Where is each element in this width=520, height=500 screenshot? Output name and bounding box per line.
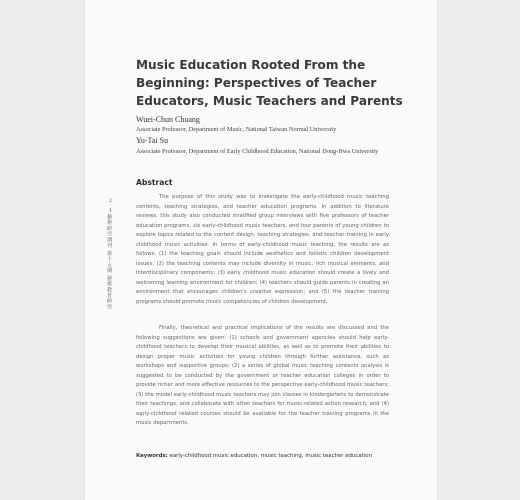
author-name: Wuei-Chun Chuang — [136, 115, 200, 124]
keywords-label: Keywords: — [136, 453, 168, 459]
paper-page — [85, 0, 437, 500]
margin-rule — [110, 208, 111, 212]
author-affiliation: Associate Professor, Department of Music, National Taiwan Normal University — [136, 126, 337, 133]
abstract-heading: Abstract — [136, 178, 173, 187]
keywords-line — [136, 452, 406, 461]
author-name: Yu-Tai Su — [136, 136, 169, 145]
abstract-paragraph: Finally, theoretical and practical implications of the results are discussed and the following suggestions are given: (1) schools and government agencies should help early-childhood teachers to develop their musical abilities, as well as to promote their abilities to design proper music activities for young children through further assistance, such as workshops and supportive groups; (2) a series of global music teaching contents analysis is suggested to be conducted by the government or teacher education colleges in order to provide richer and more effective resources to the perspective early-childhood music teachers; (3) the model early-childhood music teachers may join classes in kindergartens to demonstrate their teachings, and collaborate with other teachers for music-related action research; and (4) early-childhood related courses should be available for the teacher training programs in the music departments. — [136, 325, 389, 427]
author-affiliation: Associate Professor, Department of Early Childhood Education, National Dong-Hwa University — [136, 148, 379, 155]
keywords-text: early-childhood music education, music teaching, music teacher education — [169, 453, 372, 459]
abstract-paragraph: The purpose of this study was to investigate the early-childhood music teaching contents, teaching strategies, and teacher education programs. In addition to literature reviews, this study also conducted stratified group interviews with five professors of teacher education programs, six early-childhood music teachers, and four parents of young children to explore topics related to the content design, teaching strategies, and teacher training in early childhood music activities. In terms of early-childhood music teaching, the results are as follows: (1) the teaching goals should include aesthetics and holistic children development issues; (2) the teaching contents may include diversity in music, rich musical elements, and interdisciplinary components; (3) early childhood music education should create a lively and welcoming learning environment for children; (4) teachers should guide parents in creating an environment that encourages children's creative expression; and (5) the teacher training programs should promote music competencies of children development. — [136, 194, 389, 306]
journal-running-title: 藝術研究期刊 第十五期 藝術教育研究 — [106, 214, 112, 310]
paper-title: Music Education Rooted From the Beginning: Perspectives of Teacher Educators, Music Teachers and Parents — [136, 58, 403, 108]
page-number: 2 — [109, 198, 112, 204]
